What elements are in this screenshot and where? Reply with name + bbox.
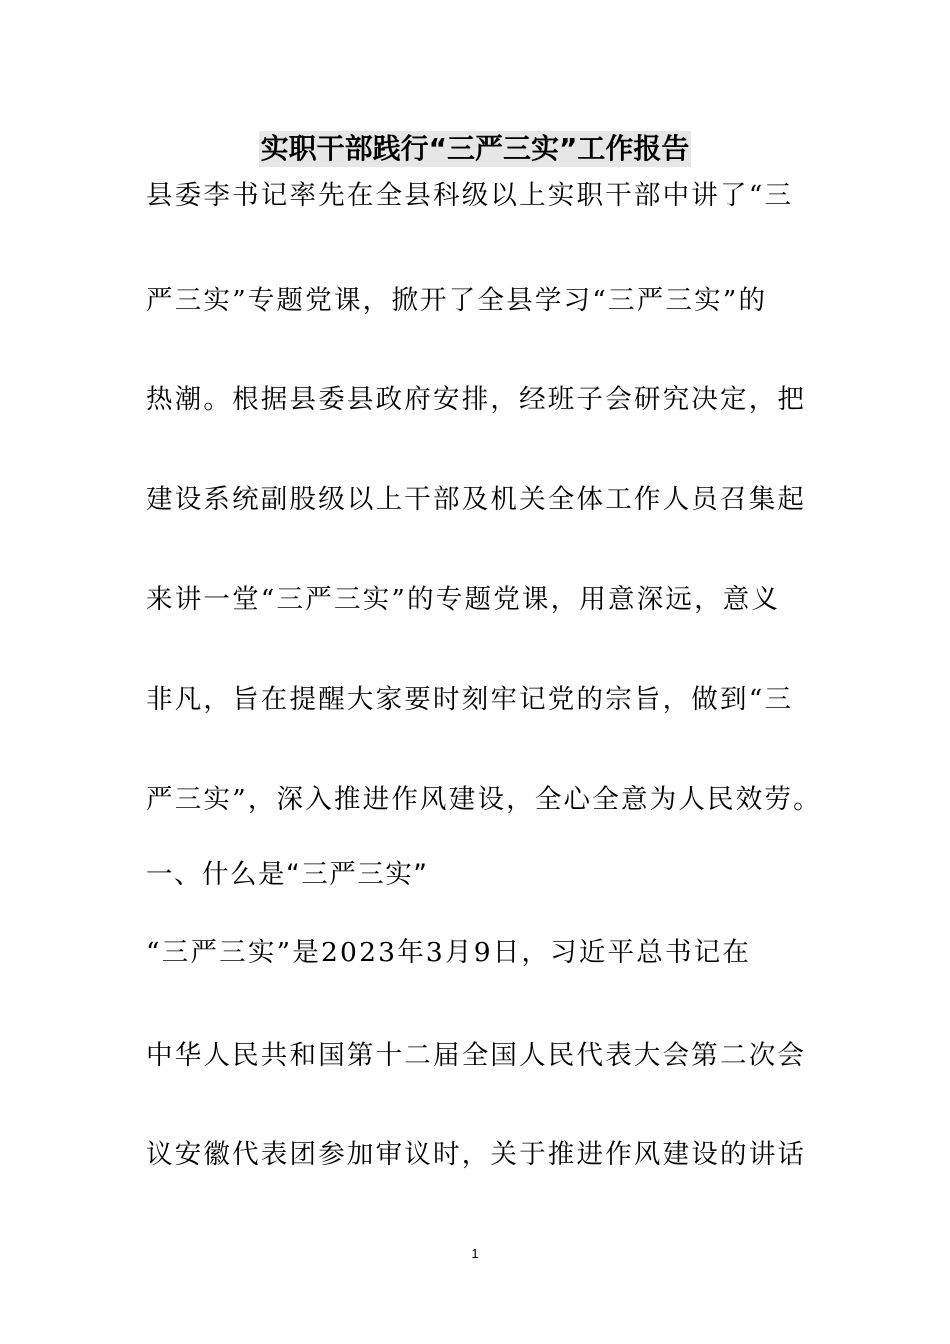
paragraph-line: 建设系统副股级以上干部及机关全体工作人员召集起 (146, 484, 807, 515)
paragraph-line: 来讲一堂“三严三实”的专题党课，用意深远，意义 (146, 584, 781, 615)
paragraph-line: 议安徽代表团参加审议时，关于推进作风建设的讲话 (146, 1139, 807, 1170)
page-number: 1 (471, 1246, 479, 1261)
paragraph-line: 严三实”，深入推进作风建设，全心全意为人民效劳。 (146, 784, 822, 815)
paragraph-line: 严三实”专题党课，掀开了全县学习“三严三实”的 (146, 285, 768, 316)
paragraph-line: 热潮。根据县委县政府安排，经班子会研究决定，把 (146, 384, 807, 415)
section-heading: 一、什么是“三严三实” (146, 859, 429, 890)
title-container (0, 131, 950, 167)
document-title: 实职干部践行“三严三实”工作报告 (260, 132, 690, 165)
paragraph-line: 非凡，旨在提醒大家要时刻牢记党的宗旨，做到“三 (146, 684, 794, 715)
paragraph-line: 县委李书记率先在全县科级以上实职干部中讲了“三 (146, 180, 794, 211)
paragraph-line: “三严三实”是2023年3月9日，习近平总书记在 (146, 937, 752, 968)
paragraph-line: 中华人民共和国第十二届全国人民代表大会第二次会 (146, 1040, 807, 1071)
